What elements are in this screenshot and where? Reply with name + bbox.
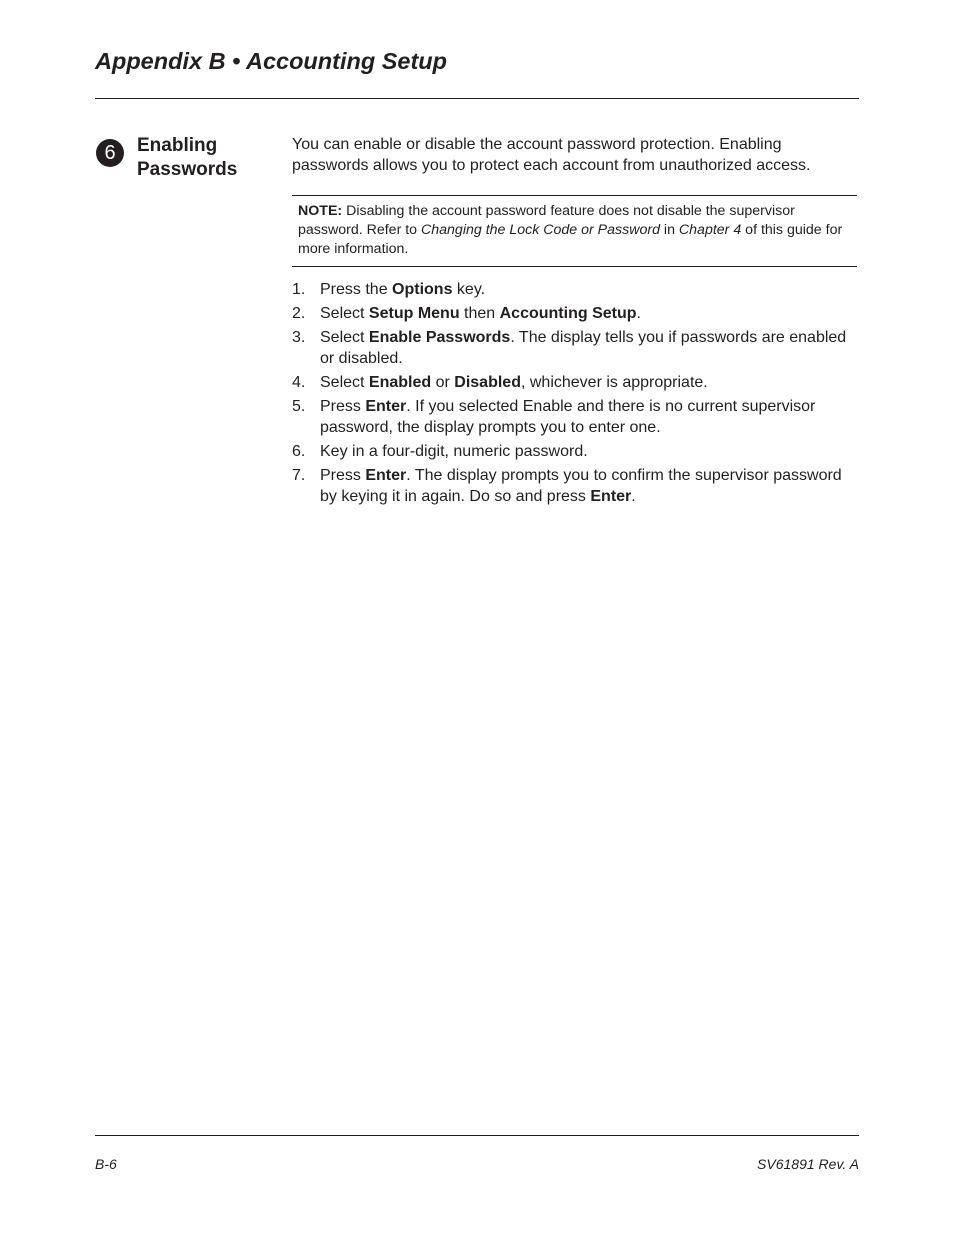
- step-item: [292, 396, 858, 438]
- footer-rule: [95, 1135, 859, 1136]
- step-item: [292, 441, 858, 462]
- step-text: Select: [320, 374, 369, 391]
- section-heading: [137, 134, 287, 182]
- step-text: . If you selected Enable and there is no current supervisor password, the display prompts you to enter one.: [320, 398, 816, 436]
- step-text: then: [459, 305, 500, 322]
- step-item: [292, 327, 858, 369]
- step-key-term: Setup Menu: [368, 305, 460, 322]
- step-text: Press: [320, 467, 366, 484]
- note-box: [292, 195, 857, 267]
- step-number: 1.: [292, 281, 306, 298]
- step-number: 6.: [292, 443, 306, 460]
- step-item: [292, 372, 858, 393]
- step-number: 3.: [292, 329, 306, 346]
- note-text-a: Disabling the account password feature does not disable the supervisor password. Refer to: [298, 203, 795, 238]
- step-key-term: Enable Passwords: [368, 329, 511, 346]
- step-key-term: Enabled: [368, 374, 432, 391]
- step-number: 4.: [292, 374, 306, 391]
- page-header-title: Appendix B • Accounting Setup: [95, 48, 448, 74]
- note-text-b: in: [659, 221, 679, 238]
- step-item: [292, 303, 858, 324]
- note-ref-title: Changing the Lock Code or Password: [421, 221, 660, 238]
- step-text: . The display tells you if passwords are enabled or disabled.: [320, 329, 847, 367]
- step-text: Select: [320, 305, 369, 322]
- step-item: [292, 279, 858, 300]
- step-key-term: Disabled: [454, 374, 521, 391]
- step-number-badge: 6: [96, 139, 124, 167]
- step-text: Key in a four-digit, numeric password.: [320, 443, 588, 460]
- step-number: 5.: [292, 398, 306, 415]
- step-text: , whichever is appropriate.: [520, 374, 708, 391]
- step-item: [292, 465, 858, 507]
- step-text: . The display prompts you to confirm the supervisor password by keying it in again. Do so and press: [320, 467, 842, 505]
- step-text: Select: [320, 329, 369, 346]
- step-text: .: [631, 488, 636, 505]
- note-text-c: of this guide for more information.: [298, 221, 843, 257]
- section-heading-line1: Enabling: [137, 135, 218, 156]
- step-number: 2.: [292, 305, 306, 322]
- header-rule: [95, 98, 859, 99]
- step-text: or: [431, 374, 455, 391]
- note-ref-chapter: Chapter 4: [678, 221, 742, 238]
- steps-list: [292, 279, 858, 510]
- note-label: NOTE:: [298, 203, 343, 219]
- footer-doc-id: SV61891 Rev. A: [757, 1156, 859, 1172]
- step-number: 7.: [292, 467, 306, 484]
- section-heading-line2: Passwords: [137, 159, 238, 180]
- step-text: key.: [452, 281, 486, 298]
- step-key-term: Enter: [365, 398, 407, 415]
- step-text: .: [636, 305, 641, 322]
- intro-paragraph: You can enable or disable the account password protection. Enabling passwords allows you to protect each account from unauthorized access.: [292, 136, 811, 174]
- step-key-term: Enter: [590, 488, 632, 505]
- footer-page-number: B-6: [95, 1156, 117, 1172]
- step-text: Press: [320, 398, 366, 415]
- step-text: Press the: [320, 281, 393, 298]
- step-key-term: Enter: [365, 467, 407, 484]
- step-key-term: Accounting Setup: [499, 305, 637, 322]
- step-key-term: Options: [392, 281, 453, 298]
